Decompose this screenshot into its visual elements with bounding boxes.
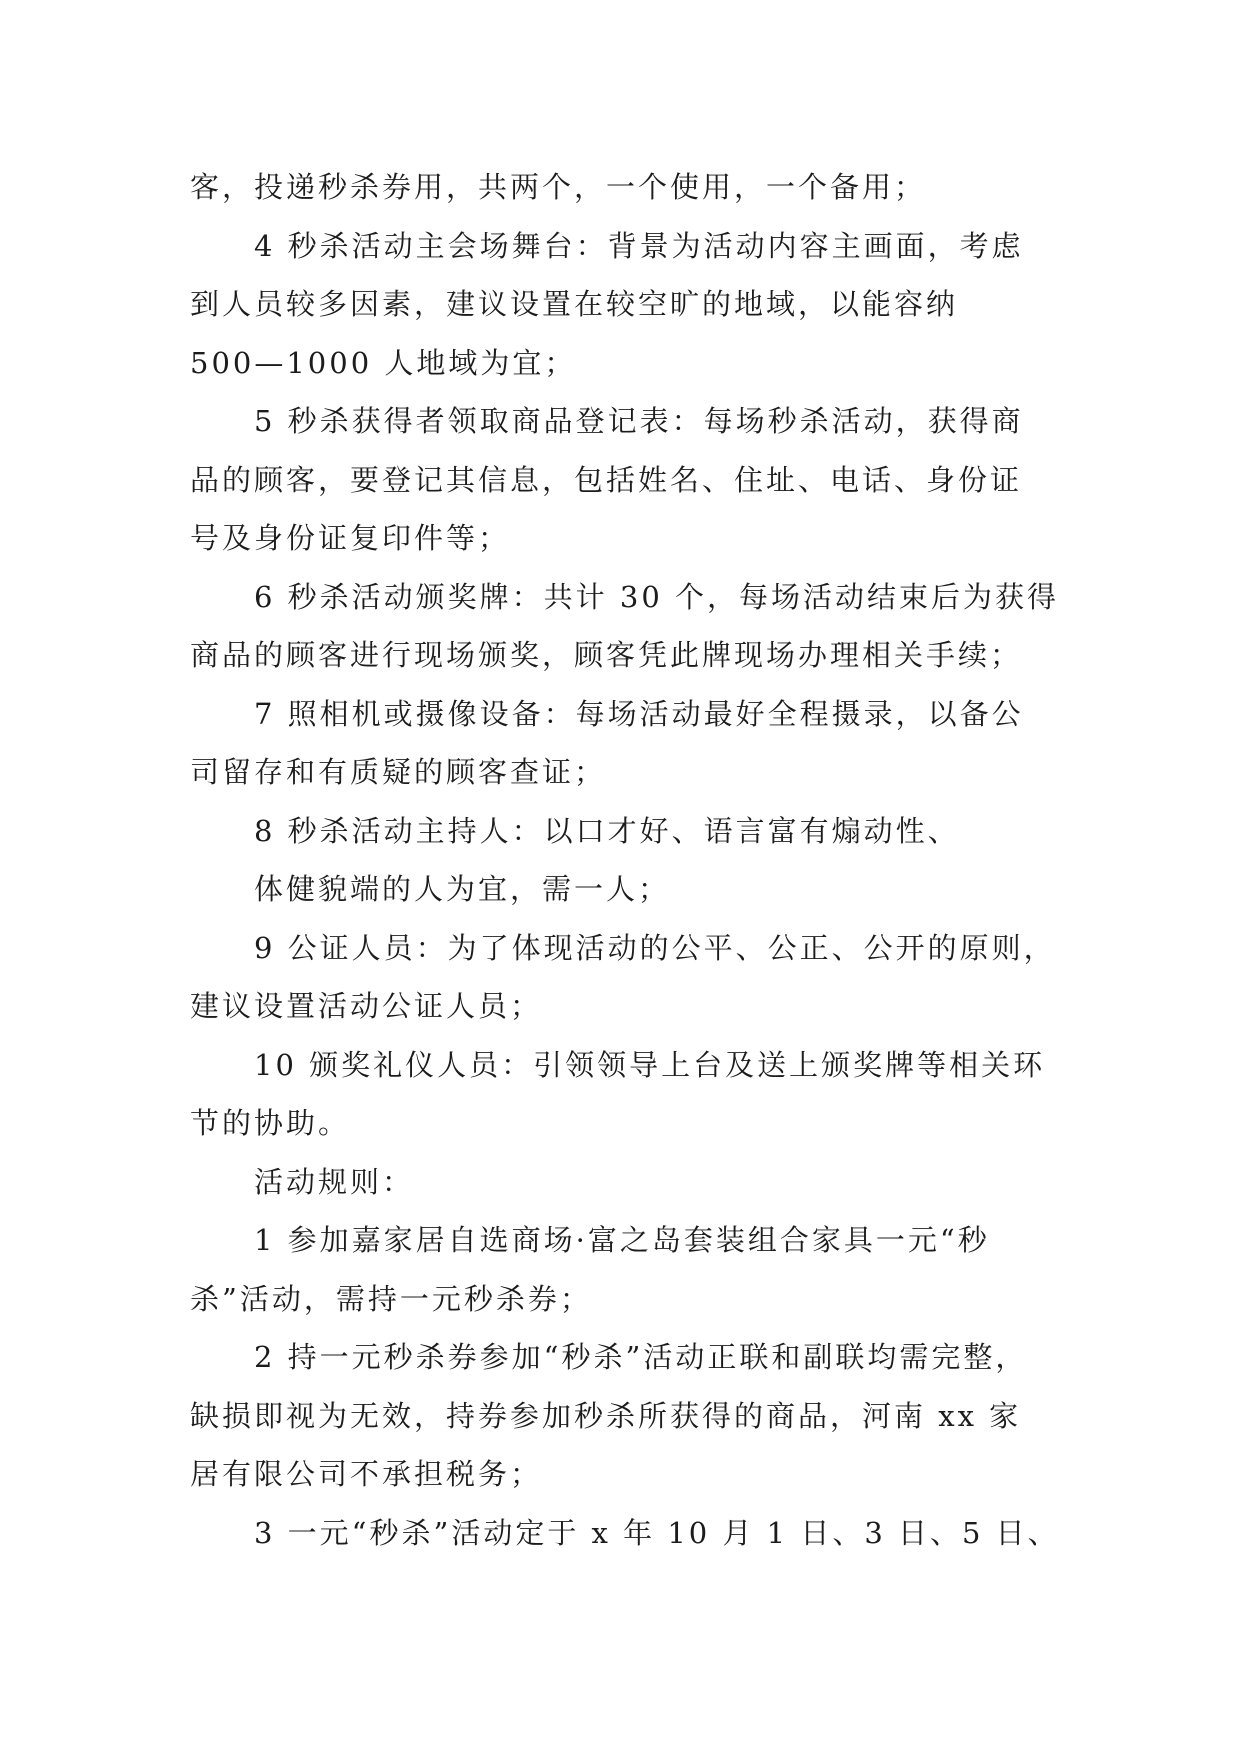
text-line: 居有限公司不承担税务； (190, 1457, 543, 1491)
text-line: 节的协助。 (190, 1106, 351, 1140)
text-line: 号及身份证复印件等； (190, 521, 511, 555)
text-line: 司留存和有质疑的顾客查证； (190, 755, 607, 789)
text-line: 商品的顾客进行现场颁奖，顾客凭此牌现场办理相关手续； (190, 638, 1023, 672)
text-line: 5 秒杀获得者领取商品登记表：每场秒杀活动，获得商 (254, 404, 1024, 438)
text-line: 8 秒杀活动主持人：以口才好、语言富有煽动性、 (254, 813, 960, 848)
text-line: 3 一元“秒杀”活动定于 x 年 10 月 1 日、3 日、5 日、 (254, 1515, 1060, 1550)
text-line: 4 秒杀活动主会场舞台：背景为活动内容主画面，考虑 (254, 228, 1024, 263)
text-line: 客，投递秒杀券用，共两个，一个使用，一个备用； (190, 170, 927, 204)
section-heading: 活动规则： (254, 1164, 415, 1199)
text-line: 6 秒杀活动颁奖牌：共计 30 个，每场活动结束后为获得 (254, 579, 1060, 614)
text-line: 到人员较多因素，建议设置在较空旷的地域，以能容纳 (190, 287, 959, 321)
document-body (190, 158, 1070, 1562)
text-line: 9 公证人员：为了体现活动的公平、公正、公开的原则， (254, 930, 1056, 965)
text-line: 500—1000 人地域为宜； (190, 345, 577, 380)
text-line: 10 颁奖礼仪人员：引领领导上台及送上颁奖牌等相关环 (254, 1047, 1046, 1082)
text-line: 体健貌端的人为宜，需一人； (254, 872, 671, 906)
text-line: 2 持一元秒杀券参加“秒杀”活动正联和副联均需完整， (254, 1340, 1028, 1374)
text-line: 缺损即视为无效，持券参加秒杀所获得的商品，河南 xx 家 (190, 1398, 1022, 1433)
text-line: 1 参加嘉家居自选商场·富之岛套装组合家具一元“秒 (254, 1223, 990, 1257)
text-line: 7 照相机或摄像设备：每场活动最好全程摄录，以备公 (254, 696, 1024, 731)
text-line: 品的顾客，要登记其信息，包括姓名、住址、电话、身份证 (190, 462, 1023, 497)
text-line: 杀”活动，需持一元秒杀券； (190, 1281, 592, 1316)
text-line: 建议设置活动公证人员； (190, 989, 543, 1023)
